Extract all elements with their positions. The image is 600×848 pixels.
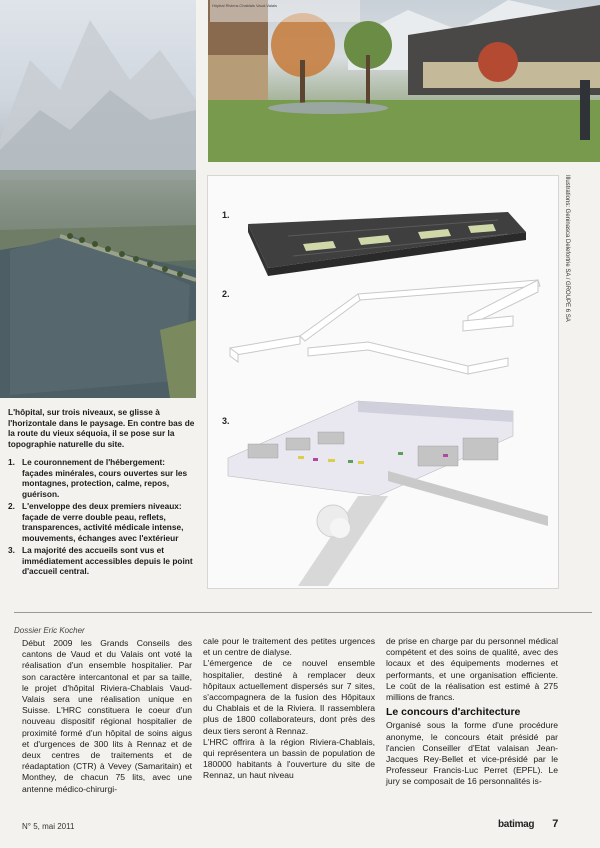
issue-number: N° 5, mai 2011 bbox=[22, 822, 75, 831]
exploded-diagram-panel bbox=[207, 175, 559, 589]
exploded-axonometric-drawing bbox=[208, 176, 558, 588]
render-illustration bbox=[208, 0, 600, 162]
caption-intro: L'hôpital, sur trois niveaux, se glisse à l'horizontale dans le paysage. En contre bas de la route du vieux séquoia, il se pose sur la topographie naturelle du site. bbox=[8, 407, 195, 449]
caption-item bbox=[8, 457, 196, 499]
page-number: 7 bbox=[552, 818, 559, 830]
caption-item-number: 2. bbox=[8, 501, 15, 511]
caption-item bbox=[8, 545, 196, 577]
aerial-site-photo bbox=[0, 0, 196, 398]
caption-item-text: La majorité des accueils sont vus et immédiatement accessibles depuis le point d'accueil central. bbox=[22, 545, 193, 576]
section-divider bbox=[14, 612, 592, 613]
article-column-1 bbox=[22, 638, 192, 795]
illustration-credits bbox=[560, 175, 570, 325]
caption-item bbox=[8, 501, 196, 543]
caption-item-text: L'enveloppe des deux premiers niveaux: façade de verre double peau, reflets, transparences, activité médicale intense, mouvements, échanges avec l'extérieur bbox=[22, 501, 184, 543]
aerial-photo-illustration bbox=[0, 0, 196, 398]
caption-item-text: Le couronnement de l'hébergement: façades minérales, cours ouvertes sur les montagnes, protection, calme, repos, guérison. bbox=[22, 457, 188, 499]
article-paragraph: cale pour le traitement des petites urgences et un centre de dialyse. bbox=[203, 636, 375, 658]
article-paragraph: de prise en charge par du personnel médical compétent et des soins de qualité, avec des locaux et des équipements modernes et performants, et une organisation efficiente. Le coût de la réalisation est estimé à 275 millions de francs. bbox=[386, 636, 558, 703]
diagram-label-1: 1. bbox=[222, 210, 230, 220]
diagram-label-2: 2. bbox=[222, 289, 230, 299]
diagram-label-3: 3. bbox=[222, 416, 230, 426]
architectural-render-photo bbox=[208, 0, 600, 162]
magazine-logo: batimag bbox=[498, 819, 535, 830]
render-overlay-text: Hôpital Riviera-Chablais Vaud-Valais bbox=[212, 3, 277, 8]
caption-item-number: 3. bbox=[8, 545, 15, 555]
section-heading: Le concours d'architecture bbox=[386, 706, 521, 719]
caption-list bbox=[8, 457, 196, 577]
article-paragraph: Début 2009 les Grands Conseils des cantons de Vaud et du Valais ont voté la réalisation d'un ensemble hospitalier. Par son caractère intercantonal et par sa taille, le projet d'hôpital Riviera-Chablais Vaud-Valais sera une réalisation unique en Suisse. L'HRC constituera le coeur d'un nouveau dispositif régional hospitalier de proximité formé d'un hôpital de soins aigus et d'urgences de 300 lits à Rennaz et de deux centres de traitements et de réadaptation (CTR) à Vevey (Samaritain) et Monthey, de chacun 75 lits, avec une antenne médico-chirurgi- bbox=[22, 638, 192, 794]
article-paragraph: Organisé sous la forme d'une procédure anonyme, le concours était présidé par l'ancien Conseiller d'Etat valaisan Jean-Jacques Rey-Bellet et vice-présidé par le Professeur Francis-Luc Perret (EPFL). Le jury se composait de 16 personnalités is- bbox=[386, 720, 558, 787]
byline: Dossier Eric Kocher bbox=[14, 626, 85, 635]
credits-text: Illustrations: Geninasca Delefortrie SA / GROUPE 6 SA bbox=[564, 175, 570, 322]
caption-item-number: 1. bbox=[8, 457, 15, 467]
figure-caption bbox=[8, 407, 196, 579]
article-paragraph: L'HRC offrira à la région Riviera-Chablais, qui représentera un bassin de population de 180000 habitants à l'ouverture du site de Rennaz, un haut niveau bbox=[203, 736, 375, 781]
page-footer bbox=[498, 818, 558, 830]
article-paragraph: L'émergence de ce nouvel ensemble hospitalier, destiné à remplacer deux hôpitaux actuellement dispersés sur 7 sites, s'accompagnera de la fusion des Hôpitaux du Chablais et de la Riviera. Il rassemblera plus de 1800 collaborateurs, dont près des deux tiers seront à Rennaz. bbox=[203, 658, 375, 736]
article-column-3 bbox=[386, 636, 558, 788]
article-column-2 bbox=[203, 636, 375, 782]
